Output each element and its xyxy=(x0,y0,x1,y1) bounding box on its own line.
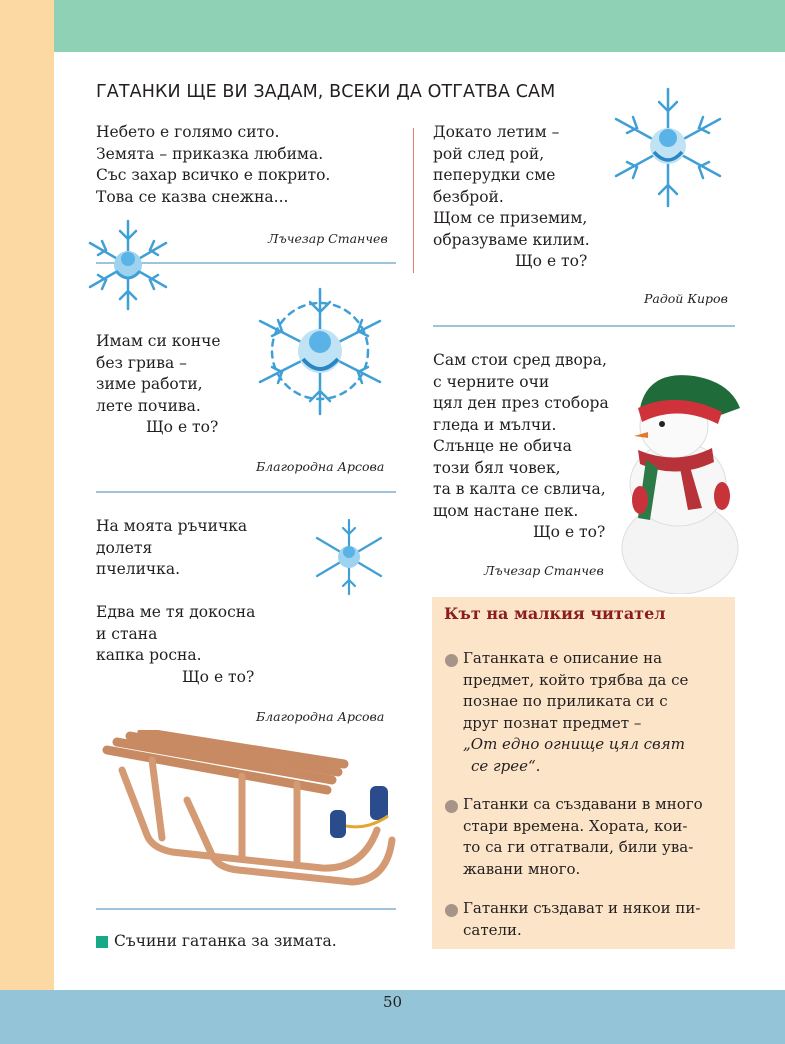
snowflake-icon-1 xyxy=(78,215,178,315)
bullet-line: жавани много. xyxy=(463,859,581,878)
poem-line: капка росна. xyxy=(96,646,202,664)
riddle-3-author: Благородна Арсова xyxy=(256,459,385,474)
bullet-line: стари времена. Хората, кои- xyxy=(463,816,688,835)
poem-line: пеперудки сме xyxy=(433,166,556,184)
poem-line: щом настане пек. xyxy=(433,501,579,520)
bullet-line: Гатанки са създавани в много xyxy=(463,795,703,813)
poem-line: Що е то? xyxy=(515,252,588,270)
divider xyxy=(96,908,396,910)
bullet-dot xyxy=(445,654,458,667)
riddle-2-text xyxy=(433,122,590,273)
page-number: 50 xyxy=(382,993,403,1011)
snowman-illustration xyxy=(618,368,748,594)
poem-line: Със захар всичко е покрито. xyxy=(96,166,331,184)
bullet-line: предмет, който трябва да се xyxy=(463,670,689,689)
left-margin-band xyxy=(0,0,54,990)
bullet-line: се грее“. xyxy=(471,756,541,775)
sled-illustration xyxy=(92,730,402,890)
poem-line: Що е то? xyxy=(182,667,255,686)
poem-line: безброй. xyxy=(433,187,504,206)
riddle-4-author: Лъчезар Станчев xyxy=(484,563,604,578)
poem-line: лете почива. xyxy=(96,396,201,415)
reader-corner-bullet-1 xyxy=(463,648,688,777)
poem-line xyxy=(96,581,255,603)
snowflake-icon-3 xyxy=(608,84,728,214)
poem-line: този бял човек, xyxy=(433,458,561,477)
poem-line: пчеличка. xyxy=(96,560,181,578)
poem-line: Слънце не обича xyxy=(433,437,572,455)
poem-line: образуваме килим. xyxy=(433,230,590,249)
bullet-line: Гатанката е описание на xyxy=(463,649,663,667)
bullet-line: „От едно огнище цял свят xyxy=(463,735,685,753)
bullet-line: сатели. xyxy=(463,920,522,939)
bullet-dot xyxy=(445,904,458,917)
bullet-dot xyxy=(445,800,458,813)
riddle-1-author: Лъчезар Станчев xyxy=(268,231,388,246)
poem-line: Що е то? xyxy=(146,418,219,436)
divider xyxy=(433,325,735,327)
poem-line: Земята – приказка любима. xyxy=(96,144,324,163)
poem-line: Едва ме тя докосна xyxy=(96,603,256,621)
reader-corner-bullet-3 xyxy=(463,898,700,941)
poem-line: Сам стои сред двора, xyxy=(433,351,607,369)
poem-line: рой след рой, xyxy=(433,144,545,163)
poem-line: долетя xyxy=(96,538,153,557)
divider xyxy=(96,491,396,493)
poem-line: На моята ръчичка xyxy=(96,517,248,535)
snowflake-icon-2 xyxy=(248,284,393,419)
poem-line: Докато летим – xyxy=(433,123,560,141)
poem-line: без грива – xyxy=(96,353,187,372)
poem-line: Щом се приземим, xyxy=(433,209,588,227)
riddle-2-author: Радой Киров xyxy=(644,291,728,306)
poem-line: Имам си конче xyxy=(96,332,221,350)
riddle-4-text xyxy=(433,350,609,544)
poem-line: Небето е голямо сито. xyxy=(96,123,280,141)
poem-line: с черните очи xyxy=(433,372,550,391)
poem-line: та в калта се свлича, xyxy=(433,480,606,498)
riddle-5-author: Благородна Арсова xyxy=(256,709,385,724)
bullet-line: то са ги отгатвали, били ува- xyxy=(463,838,694,856)
riddle-1-text xyxy=(96,122,330,208)
reader-corner-title: Кът на малкия читател xyxy=(444,604,666,623)
poem-line: цял ден през стобора xyxy=(433,394,609,412)
poem-line: гледа и мълчи. xyxy=(433,415,557,434)
bullet-line: Гатанки създават и някои пи- xyxy=(463,899,701,917)
reader-corner-bullet-2 xyxy=(463,794,703,880)
riddle-3-text xyxy=(96,331,221,439)
snowflake-icon-4 xyxy=(308,516,390,598)
riddle-5-text xyxy=(96,516,255,688)
top-header-band xyxy=(54,0,785,52)
column-divider xyxy=(413,128,414,273)
poem-line: и стана xyxy=(96,624,158,643)
poem-line: зиме работи, xyxy=(96,375,203,393)
bullet-line: друг познат предмет – xyxy=(463,713,642,732)
page-title: ГАТАНКИ ЩЕ ВИ ЗАДАМ, ВСЕКИ ДА ОТГАТВА САМ xyxy=(96,82,556,102)
task-text: Съчини гатанка за зимата. xyxy=(114,932,337,950)
poem-line: Що е то? xyxy=(533,523,606,541)
task-bullet-square xyxy=(96,936,108,948)
poem-line: Това се казва снежна... xyxy=(96,187,289,206)
bullet-line: познае по приликата си с xyxy=(463,692,668,710)
